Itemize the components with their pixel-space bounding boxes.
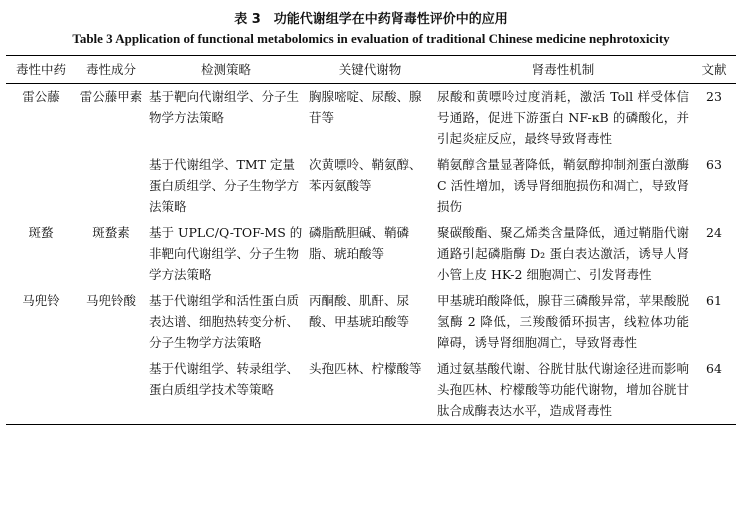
cell-ref: 63 xyxy=(706,157,722,172)
cell-ref: 61 xyxy=(706,293,722,308)
cell-drug xyxy=(6,152,76,220)
cell-component: 雷公藤甲素 xyxy=(79,89,143,104)
header-component: 毒性成分 xyxy=(85,62,136,77)
nephrotoxicity-table xyxy=(6,55,736,425)
cell-mechanism: 鞘氨醇含量显著降低，鞘氨醇抑制剂蛋白激酶 C 活性增加，诱导肾细胞损伤和凋亡，导致肾损伤 xyxy=(437,157,689,214)
header-drug: 毒性中药 xyxy=(15,62,66,77)
header-mechanism: 肾毒性机制 xyxy=(531,62,595,77)
cell-ref: 64 xyxy=(706,361,722,376)
cell-strategy: 基于代谢组学、TMT 定量蛋白质组学、分子生物学方法策略 xyxy=(149,157,300,214)
cell-strategy: 基于靶向代谢组学、分子生物学方法策略 xyxy=(149,89,300,125)
cell-drug: 马兜铃 xyxy=(22,293,60,308)
cell-mechanism: 甲基琥珀酸降低，腺苷三磷酸异常，苹果酸脱氢酶 2 降低，三羧酸循环损害，线粒体功能障碍，诱导肾细胞凋亡，导致肾毒性 xyxy=(437,293,689,350)
cell-component xyxy=(76,356,146,425)
table-row xyxy=(6,288,736,356)
cell-strategy: 基于代谢组学、转录组学、蛋白质组学技术等策略 xyxy=(149,361,300,397)
cell-ref: 24 xyxy=(706,225,722,240)
cell-component: 马兜铃酸 xyxy=(85,293,136,308)
cell-metabolites: 头孢匹林、柠檬酸等 xyxy=(309,361,422,376)
cell-metabolites: 次黄嘌呤、鞘氨醇、苯丙氨酸等 xyxy=(309,157,422,193)
cell-mechanism: 通过氨基酸代谢、谷胱甘肽代谢途径进而影响头孢匹林、柠檬酸等功能代谢物，增加谷胱甘肽合成酶表达水平，造成肾毒性 xyxy=(437,361,689,418)
cell-mechanism: 聚碳酸酯、聚乙烯类含量降低，通过鞘脂代谢通路引起磷脂酶 D₂ 蛋白表达激活，诱导人肾小管上皮 HK-2 细胞凋亡、引发肾毒性 xyxy=(437,225,689,282)
cell-ref: 23 xyxy=(706,89,722,104)
table-row xyxy=(6,220,736,288)
header-ref: 文献 xyxy=(701,62,727,77)
cell-metabolites: 胸腺嘧啶、尿酸、腺苷等 xyxy=(309,89,422,125)
cell-drug: 雷公藤 xyxy=(22,89,60,104)
table-row xyxy=(6,152,736,220)
cell-drug: 斑蝥 xyxy=(28,225,54,240)
cell-component xyxy=(76,152,146,220)
cell-component: 斑蝥素 xyxy=(92,225,130,240)
header-strategy: 检测策略 xyxy=(200,62,251,77)
cell-strategy: 基于 UPLC/Q-TOF-MS 的非靶向代谢组学、分子生物学方法策略 xyxy=(149,225,303,282)
header-metabolites: 关键代谢物 xyxy=(338,62,402,77)
table-title-cn: 表 3 功能代谢组学在中药肾毒性评价中的应用 xyxy=(234,12,508,27)
table-row xyxy=(6,356,736,425)
table-title-en: Table 3 Application of functional metabolomics in evaluation of traditional Chinese medicine nephrotoxicity xyxy=(72,31,670,46)
cell-metabolites: 丙酮酸、肌酐、尿酸、甲基琥珀酸等 xyxy=(309,293,410,329)
cell-mechanism: 尿酸和黄嘌呤过度消耗，激活 Toll 样受体信号通路，促进下游蛋白 NF-κB 的磷酸化，并引起炎症反应，最终导致肾毒性 xyxy=(437,89,689,146)
cell-metabolites: 磷脂酰胆碱、鞘磷脂、琥珀酸等 xyxy=(309,225,410,261)
table-row xyxy=(6,84,736,153)
cell-strategy: 基于代谢组学和活性蛋白质表达谱、细胞热转变分析、分子生物学方法策略 xyxy=(149,293,300,350)
cell-drug xyxy=(6,356,76,425)
header-row xyxy=(6,56,736,84)
